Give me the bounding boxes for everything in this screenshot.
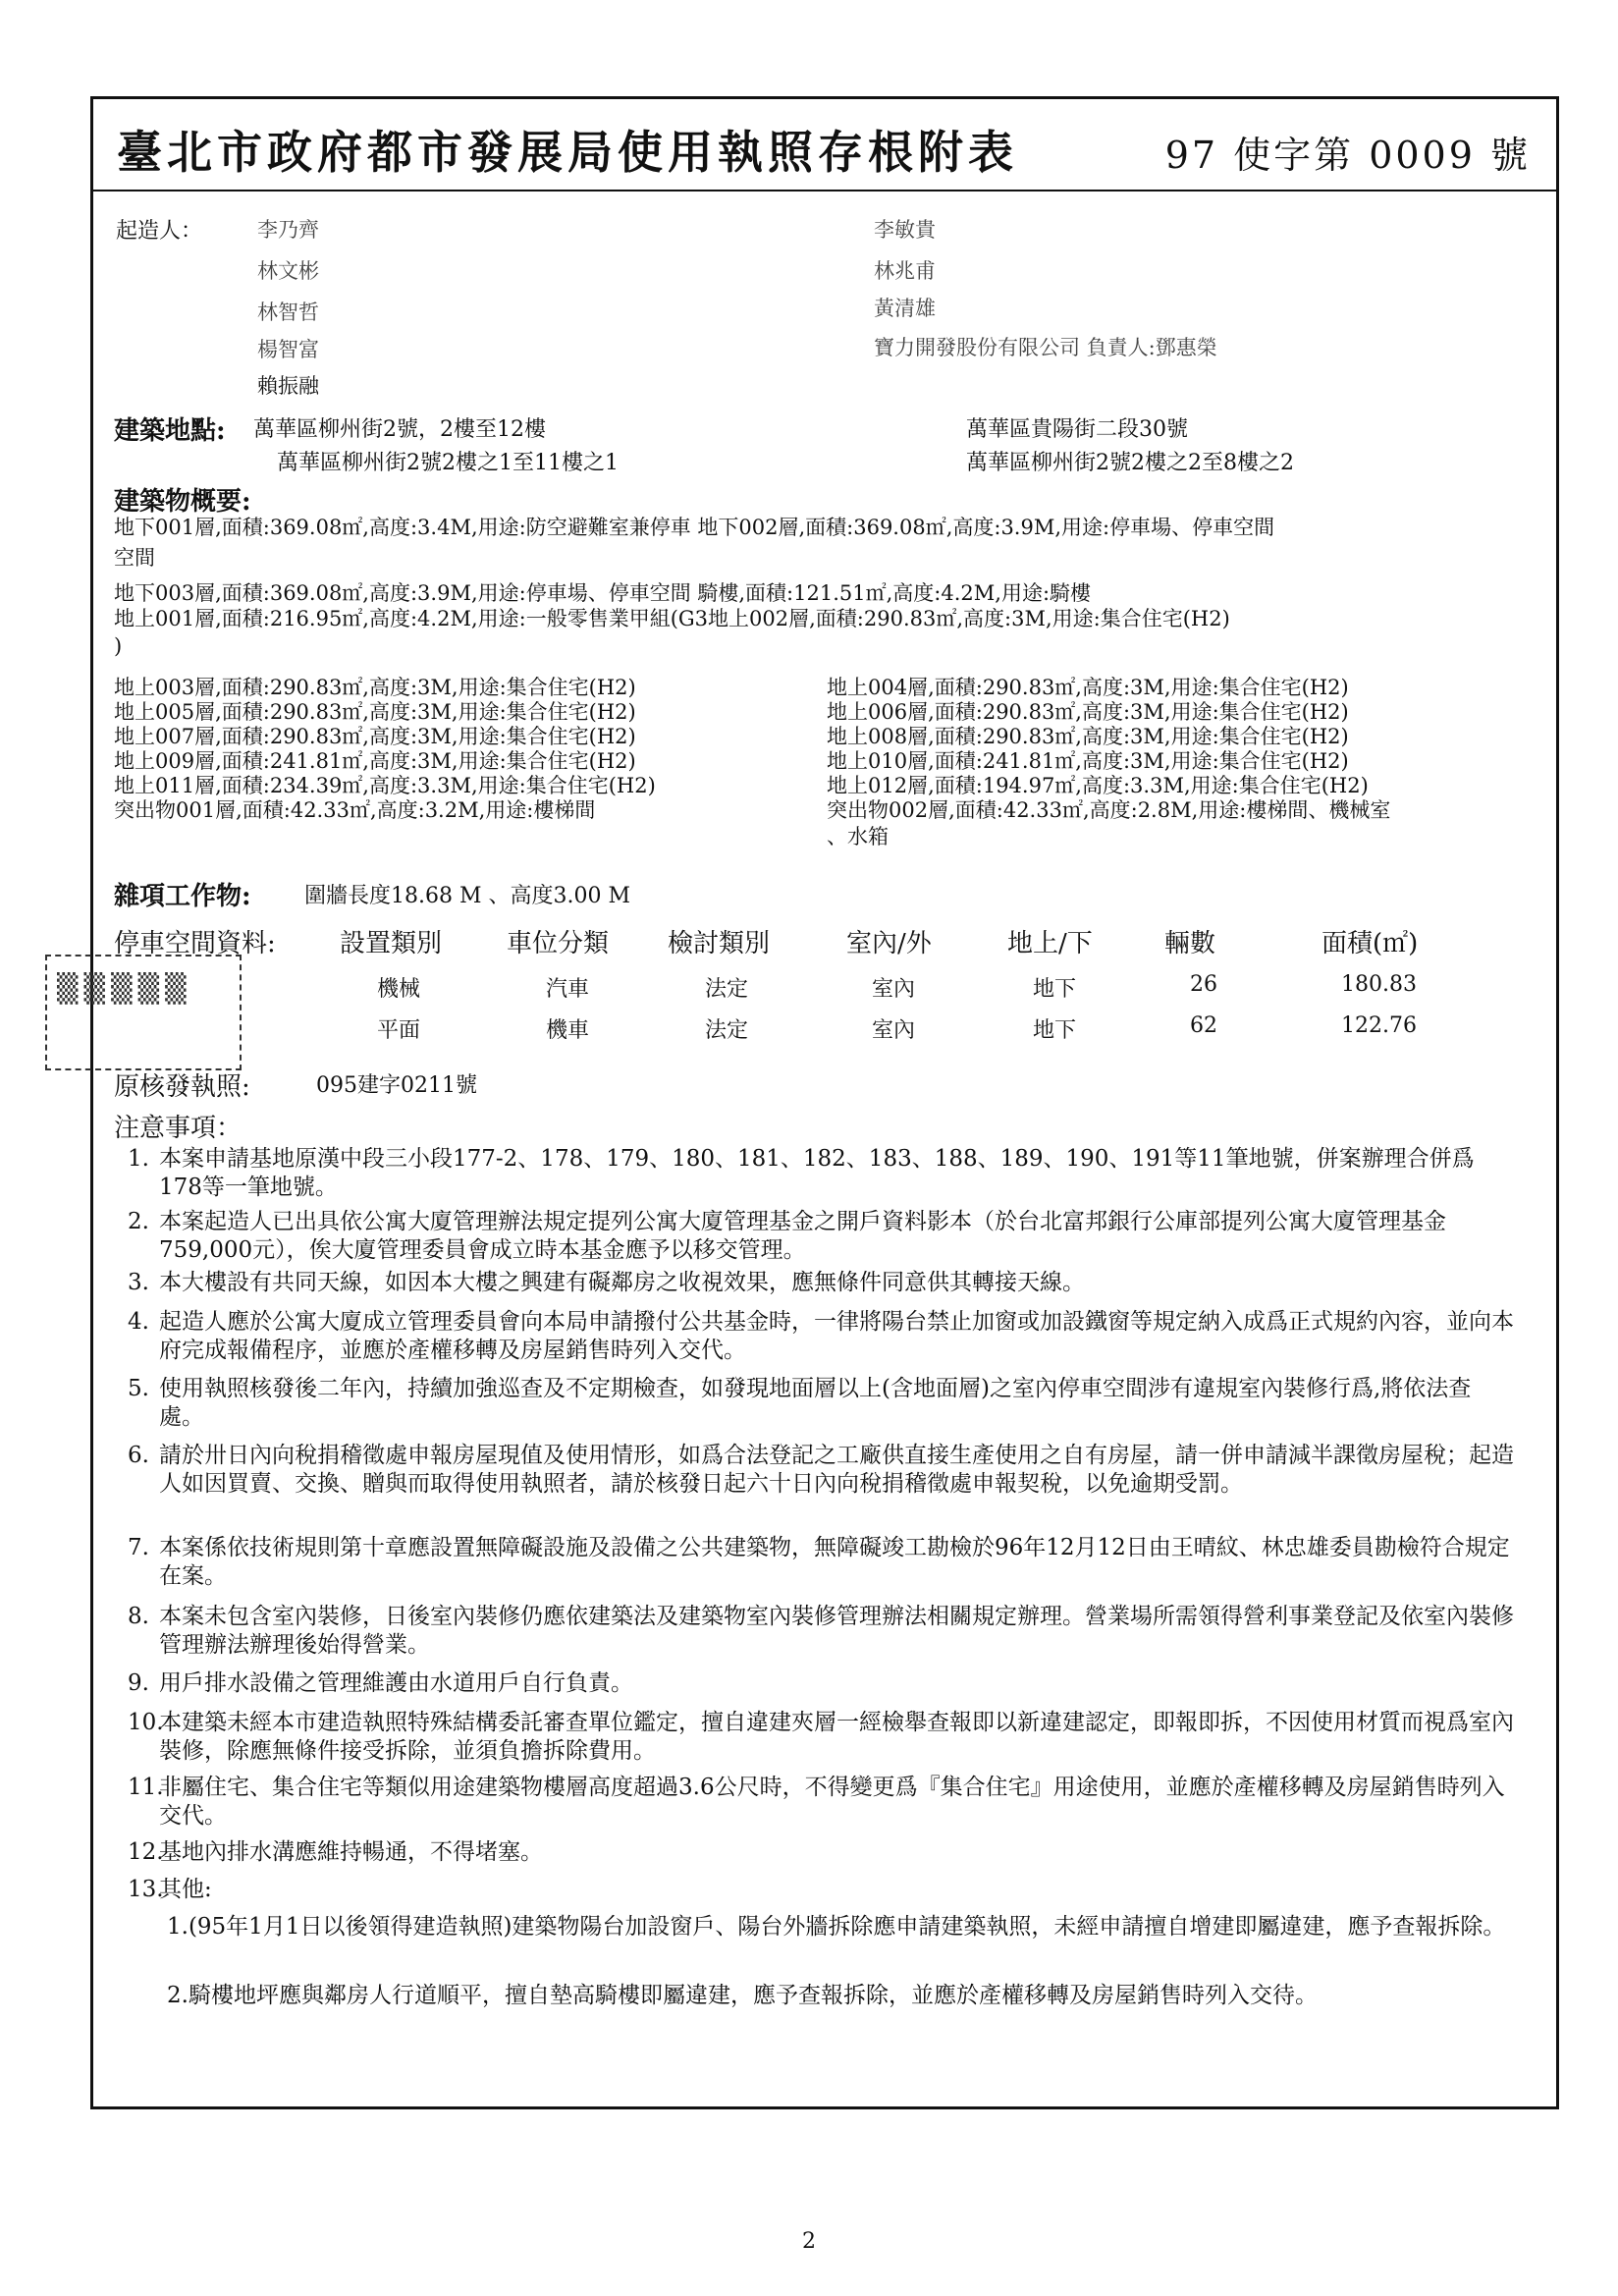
parking-cell: 地下	[1033, 977, 1077, 1002]
note-number: 4.	[128, 1309, 149, 1335]
parking-header: 輛數	[1164, 929, 1216, 958]
parking-header: 地上/下	[1007, 929, 1093, 958]
site-address: 萬華區貴陽街二段30號	[966, 417, 1188, 442]
note-text: 使用執照核發後二年內，持續加強巡查及不定期檢查，如發現地面層以上(含地面層)之室內停車空間涉有違規室內裝修行爲,將依法查處。	[159, 1376, 1472, 1430]
page-number: 2	[802, 2229, 816, 2254]
note-text: 本案起造人已出具依公寓大廈管理辦法規定提列公寓大廈管理基金之開戶資料影本（於台北富邦銀行公庫部提列公寓大廈管理基金759,000元），俟大廈管理委員會成立時本基金應予以移交管理。	[159, 1209, 1446, 1263]
document-number: 97 使字第 0009 號	[1164, 134, 1531, 177]
overview-line: )	[114, 634, 123, 658]
parking-header: 車位分類	[507, 929, 610, 958]
site-address: 萬華區柳州街2號，2樓至12樓	[253, 417, 546, 442]
floor-row-tail: 、水箱	[827, 825, 889, 848]
note-text: 本案未包含室內裝修，日後室內裝修仍應依建築法及建築物室內裝修管理辦法相關規定辦理。營業場所需領得營利事業登記及依室內裝修管理辦法辦理後始得營業。	[159, 1604, 1514, 1658]
parking-cell: 室內	[872, 1018, 916, 1043]
builder-name: 楊智富	[257, 338, 319, 361]
parking-cell: 法定	[705, 977, 749, 1002]
note-number: 8.	[128, 1604, 149, 1629]
parking-cell: 地下	[1033, 1018, 1077, 1043]
floor-row-left: 地上003層,面積:290.83㎡,高度:3M,用途:集合住宅(H2)	[114, 676, 636, 699]
site-address: 萬華區柳州街2號2樓之2至8樓之2	[966, 451, 1294, 475]
note-number: 5.	[128, 1376, 149, 1401]
note-sub-item: 1.(95年1月1日以後領得建造執照)建築物陽台加設窗戶、陽台外牆拆除應申請建築執照，未經申請擅自增建即屬違建，應予查報拆除。	[167, 1914, 1506, 1940]
parking-cell: 180.83	[1341, 972, 1417, 997]
note-sub-item: 2.騎樓地坪應與鄰房人行道順平，擅自墊高騎樓即屬違建，應予查報拆除，並應於產權移轉及房屋銷售時列入交待。	[167, 1983, 1318, 2008]
floor-row-right: 突出物002層,面積:42.33㎡,高度:2.8M,用途:樓梯間、機械室	[827, 798, 1391, 822]
overview-label: 建築物概要:	[114, 487, 251, 517]
parking-cell: 室內	[872, 977, 916, 1002]
note-number: 10.	[128, 1710, 164, 1735]
notes-label: 注意事項：	[114, 1114, 243, 1143]
overview-line: 地上001層,面積:216.95㎡,高度:4.2M,用途:一般零售業甲組(G3地上002層,面積:290.83㎡,高度:3M,用途:集合住宅(H2)	[114, 607, 1230, 630]
note-text: 基地內排水溝應維持暢通，不得堵塞。	[159, 1839, 543, 1865]
note-number: 9.	[128, 1670, 149, 1696]
note-number: 6.	[128, 1443, 149, 1468]
note-text: 本案係依技術規則第十章應設置無障礙設施及設備之公共建築物，無障礙竣工勘檢於96年12月12日由王晴紋、林忠雄委員勘檢符合規定在案。	[159, 1535, 1510, 1589]
parking-cell: 機械	[377, 977, 421, 1002]
parking-cell: 汽車	[546, 977, 590, 1002]
builder-name: 李乃齊	[257, 218, 319, 242]
note-number: 7.	[128, 1535, 149, 1560]
note-number: 13.	[128, 1877, 164, 1902]
note-number: 3.	[128, 1270, 149, 1295]
note-text: 請於卅日內向稅捐稽徵處申報房屋現值及使用情形，如爲合法登記之工廠供直接生產使用之自有房屋，請一併申請減半課徵房屋稅；起造人如因買賣、交換、贈與而取得使用執照者，請於核發日起六十日內向稅捐稽徵處申報契稅，以免逾期受罰。	[159, 1443, 1514, 1497]
parking-label: 停車空間資料:	[114, 929, 276, 958]
note-number: 2.	[128, 1209, 149, 1234]
overview-line: 空間	[114, 546, 155, 570]
page-title: 臺北市政府都市發展局使用執照存根附表	[117, 126, 1018, 179]
overview-line: 地下003層,面積:369.08㎡,高度:3.9M,用途:停車場、停車空間 騎樓,面積:121.51㎡,高度:4.2M,用途:騎樓	[114, 581, 1092, 605]
floor-row-left: 地上009層,面積:241.81㎡,高度:3M,用途:集合住宅(H2)	[114, 749, 636, 773]
floor-row-right: 地上010層,面積:241.81㎡,高度:3M,用途:集合住宅(H2)	[827, 749, 1349, 773]
note-text: 其他:	[159, 1877, 212, 1902]
floor-row-left: 地上005層,面積:290.83㎡,高度:3M,用途:集合住宅(H2)	[114, 700, 636, 724]
parking-header: 室內/外	[846, 929, 932, 958]
parking-header: 面積(㎡)	[1321, 929, 1419, 958]
note-text: 本案申請基地原漢中段三小段177-2、178、179、180、181、182、183、188、189、190、191等11筆地號，併案辦理合併爲178等一筆地號。	[159, 1146, 1475, 1200]
builder-name: 林文彬	[257, 259, 319, 283]
parking-cell: 62	[1190, 1013, 1217, 1038]
parking-cell: 122.76	[1341, 1013, 1417, 1038]
misc-value: 圍牆長度18.68 M 、高度3.00 M	[304, 884, 630, 908]
overview-line: 地下001層,面積:369.08㎡,高度:3.4M,用途:防空避難室兼停車 地下002層,面積:369.08㎡,高度:3.9M,用途:停車場、停車空間	[114, 516, 1275, 539]
note-number: 11.	[128, 1775, 164, 1800]
floor-row-left: 地上011層,面積:234.39㎡,高度:3.3M,用途:集合住宅(H2)	[114, 774, 656, 797]
builder-name: 賴振融	[257, 374, 319, 398]
floor-row-left: 突出物001層,面積:42.33㎡,高度:3.2M,用途:樓梯間	[114, 798, 596, 822]
floor-row-right: 地上008層,面積:290.83㎡,高度:3M,用途:集合住宅(H2)	[827, 725, 1349, 748]
note-number: 12.	[128, 1839, 164, 1865]
floor-row-right: 地上004層,面積:290.83㎡,高度:3M,用途:集合住宅(H2)	[827, 676, 1349, 699]
parking-header: 設置類別	[340, 929, 443, 958]
parking-cell: 26	[1190, 972, 1217, 997]
builder-name: 黃清雄	[874, 297, 936, 320]
builders-label: 起造人：	[116, 219, 203, 244]
parking-header: 檢討類別	[668, 929, 771, 958]
permit-label: 原核發執照:	[114, 1072, 250, 1102]
note-text: 起造人應於公寓大廈成立管理委員會向本局申請撥付公共基金時，一律將陽台禁止加窗或加設鐵窗等規定納入成爲正式規約內容，並向本府完成報備程序，並應於產權移轉及房屋銷售時列入交代。	[159, 1309, 1514, 1363]
builder-name: 林兆甫	[874, 259, 936, 283]
note-text: 非屬住宅、集合住宅等類似用途建築物樓層高度超過3.6公尺時，不得變更爲『集合住宅』用途使用，並應於產權移轉及房屋銷售時列入交代。	[159, 1775, 1505, 1829]
misc-label: 雜項工作物:	[114, 882, 251, 911]
builder-name: 林智哲	[257, 301, 319, 324]
parking-cell: 機車	[546, 1018, 590, 1043]
note-text: 本大樓設有共同天線，如因本大樓之興建有礙鄰房之收視效果，應無條件同意供其轉接天線。	[159, 1270, 1085, 1295]
note-number: 1.	[128, 1146, 149, 1172]
permit-value: 095建字0211號	[316, 1073, 477, 1098]
note-text: 用戶排水設備之管理維護由水道用戶自行負責。	[159, 1670, 633, 1696]
floor-row-right: 地上006層,面積:290.83㎡,高度:3M,用途:集合住宅(H2)	[827, 700, 1349, 724]
floor-row-left: 地上007層,面積:290.83㎡,高度:3M,用途:集合住宅(H2)	[114, 725, 636, 748]
floor-row-right: 地上012層,面積:194.97㎡,高度:3.3M,用途:集合住宅(H2)	[827, 774, 1369, 797]
builder-name: 寶力開發股份有限公司 負責人:鄧惠榮	[874, 336, 1217, 359]
parking-cell: 法定	[705, 1018, 749, 1043]
site-label: 建築地點:	[114, 416, 226, 446]
site-address: 萬華區柳州街2號2樓之1至11樓之1	[277, 451, 619, 475]
title-row	[93, 99, 1556, 191]
builder-name: 李敏貴	[874, 218, 936, 242]
parking-cell: 平面	[377, 1018, 421, 1043]
note-text: 本建築未經本市建造執照特殊結構委託審查單位鑑定，擅自違建夾層一經檢舉查報即以新違建認定，即報即拆，不因使用材質而視爲室內裝修，除應無條件接受拆除，並須負擔拆除費用。	[159, 1710, 1514, 1764]
official-seal: ▒▒▒▒▒	[45, 955, 242, 1070]
